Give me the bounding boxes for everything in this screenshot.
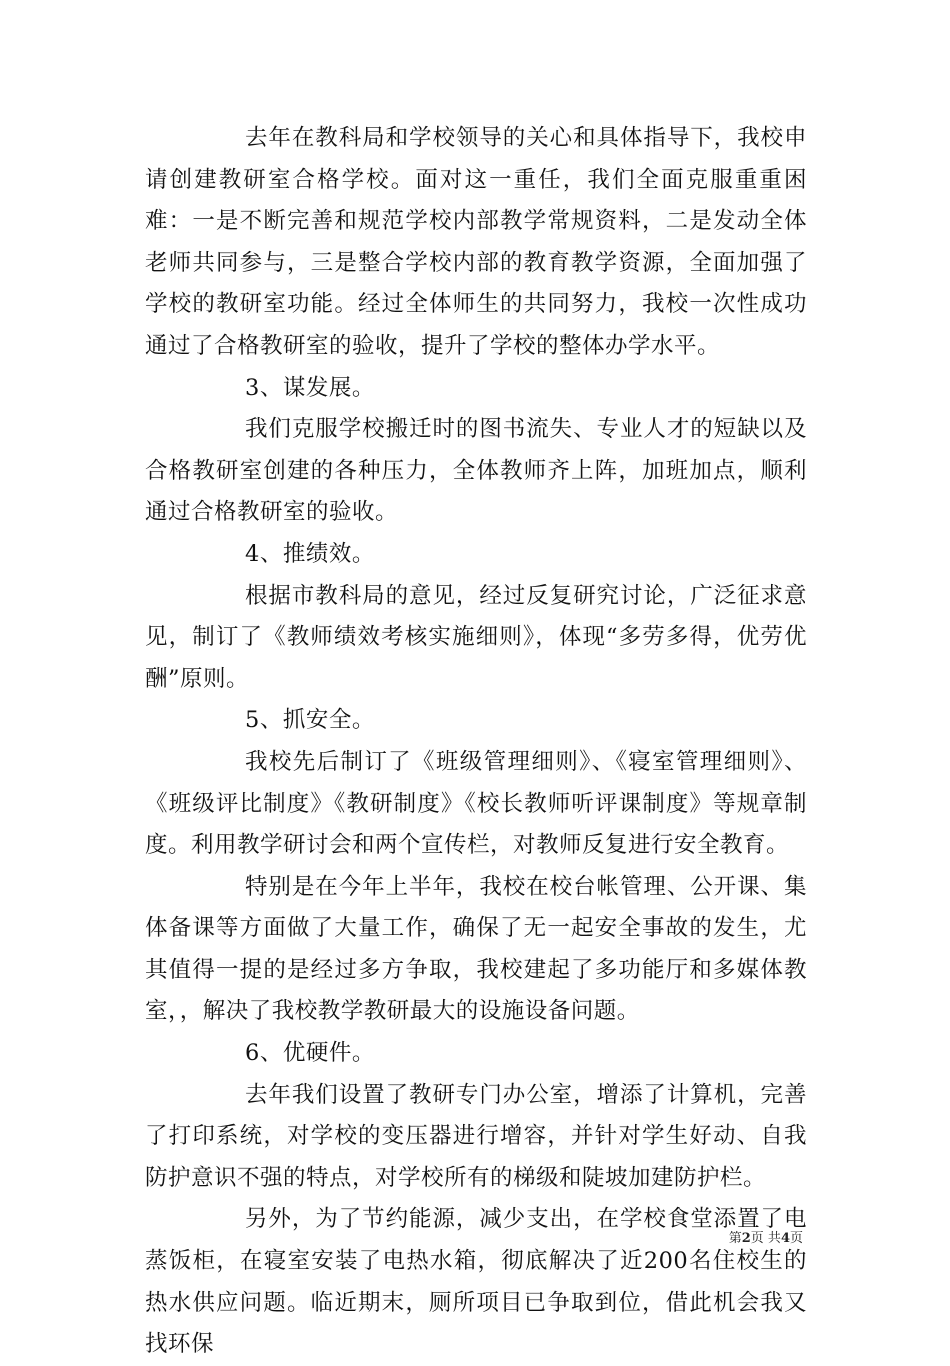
paragraph-7: 另外，为了节约能源，减少支出，在学校食堂添置了电蒸饭柜，在寝室安装了电热水箱，彻底解决了近200名住校生的热水供应问题。临近期末，厕所项目已争取到位，借此机会我又找环保 — [145, 1206, 807, 1358]
paragraph-2: 我们克服学校搬迁时的图书流失、专业人才的短缺以及合格教研室创建的各种压力，全体教师齐上阵，加班加点，顺利通过合格教研室的验收。 — [145, 416, 807, 526]
footer-current-page: 2 — [741, 1231, 751, 1246]
footer-middle: 页 共 — [750, 1231, 781, 1246]
footer-total-pages: 4 — [780, 1231, 790, 1246]
footer-suffix: 页 — [789, 1231, 803, 1246]
section-heading-4: 4、推绩效。 — [245, 540, 375, 567]
paragraph-5: 特别是在今年上半年，我校在校台帐管理、公开课、集体备课等方面做了大量工作，确保了无一起安全事故的发生，尤其值得一提的是经过多方争取，我校建起了多功能厅和多媒体教室，，解决了我校教学教研最大的设施设备问题。 — [145, 873, 807, 1025]
footer-prefix: 第 — [728, 1231, 742, 1246]
section-heading-5: 5、抓安全。 — [245, 707, 375, 734]
page-footer — [729, 1230, 803, 1248]
document-body — [145, 118, 807, 1366]
paragraph-3: 根据市教科局的意见，经过反复研究讨论，广泛征求意见，制订了《教师绩效考核实施细则》，体现“多劳多得，优劳优酬”原则。 — [145, 582, 807, 692]
paragraph-6: 去年我们设置了教研专门办公室，增添了计算机，完善了打印系统，对学校的变压器进行增容，并针对学生好动、自我防护意识不强的特点，对学校所有的梯级和陡坡加建防护栏。 — [145, 1081, 807, 1191]
section-heading-3: 3、谋发展。 — [245, 374, 375, 401]
section-heading-6: 6、优硬件。 — [245, 1040, 375, 1067]
paragraph-4: 我校先后制订了《班级管理细则》、《寝室管理细则》、《班级评比制度》《教研制度》《校长教师听评课制度》等规章制度。利用教学研讨会和两个宣传栏，对教师反复进行安全教育。 — [145, 748, 807, 859]
paragraph-1: 去年在教科局和学校领导的关心和具体指导下，我校申请创建教研室合格学校。面对这一重任，我们全面克服重重困难：一是不断完善和规范学校内部教学常规资料，二是发动全体老师共同参与，三是整合学校内部的教育教学资源，全面加强了学校的教研室功能。经过全体师生的共同努力，我校一次性成功通过了合格教研室的验收，提升了学校的整体办学水平。 — [145, 125, 807, 359]
